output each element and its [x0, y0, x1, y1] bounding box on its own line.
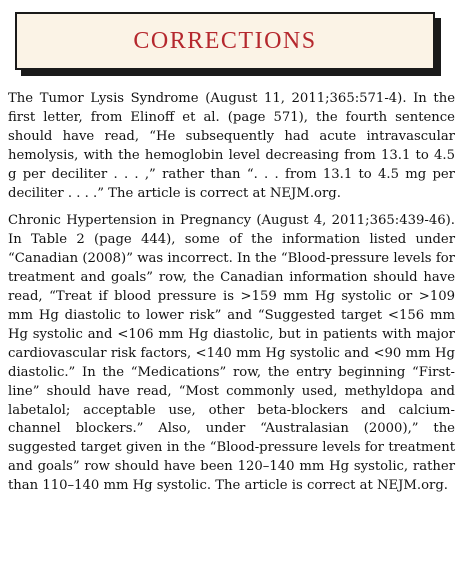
page-title: CORRECTIONS	[133, 28, 317, 54]
correction-tumor-lysis: The Tumor Lysis Syndrome (August 11, 2011;365:571-4). In the first letter, from Elinoff et al. (page 571), the fourth sentence should have read, “He subsequently had acute intravascular hemolysis, with the hemoglobin level decreasing from 13.1 to 4.5 g per deciliter . . . ,” rather than “. . . from 13.1 to 4.5 mg per deciliter . . . .” The article is correct at NEJM.org.	[8, 91, 455, 201]
correction-chronic-hypertension: Chronic Hypertension in Pregnancy (August 4, 2011;365:439-46). In Table 2 (page 444), some of the information listed under “Canadian (2008)” was incorrect. In the “Blood-pressure levels for treatment and goals” row, the Canadian information should have read, “Treat if blood pressure is >159 mm Hg systolic or >109 mm Hg diastolic to lower risk” and “Suggested target <156 mm Hg systolic and <106 mm Hg diastolic, but in patients with major cardiovascular risk factors, <140 mm Hg systolic and <90 mm Hg diastolic.” In the “Medications” row, the entry beginning “First-line” should have read, “Most commonly used, methyldopa and labetalol; acceptable use, other beta-blockers and calcium-channel blockers.” Also, under “Australasian (2000),” the suggested target given in the “Blood-pressure levels for treatment and goals” row should have been 120–140 mm Hg systolic, rather than 110–140 mm Hg systolic. The article is correct at NEJM.org.	[8, 213, 455, 494]
corrections-banner	[15, 12, 435, 70]
corrections-body	[8, 90, 455, 505]
